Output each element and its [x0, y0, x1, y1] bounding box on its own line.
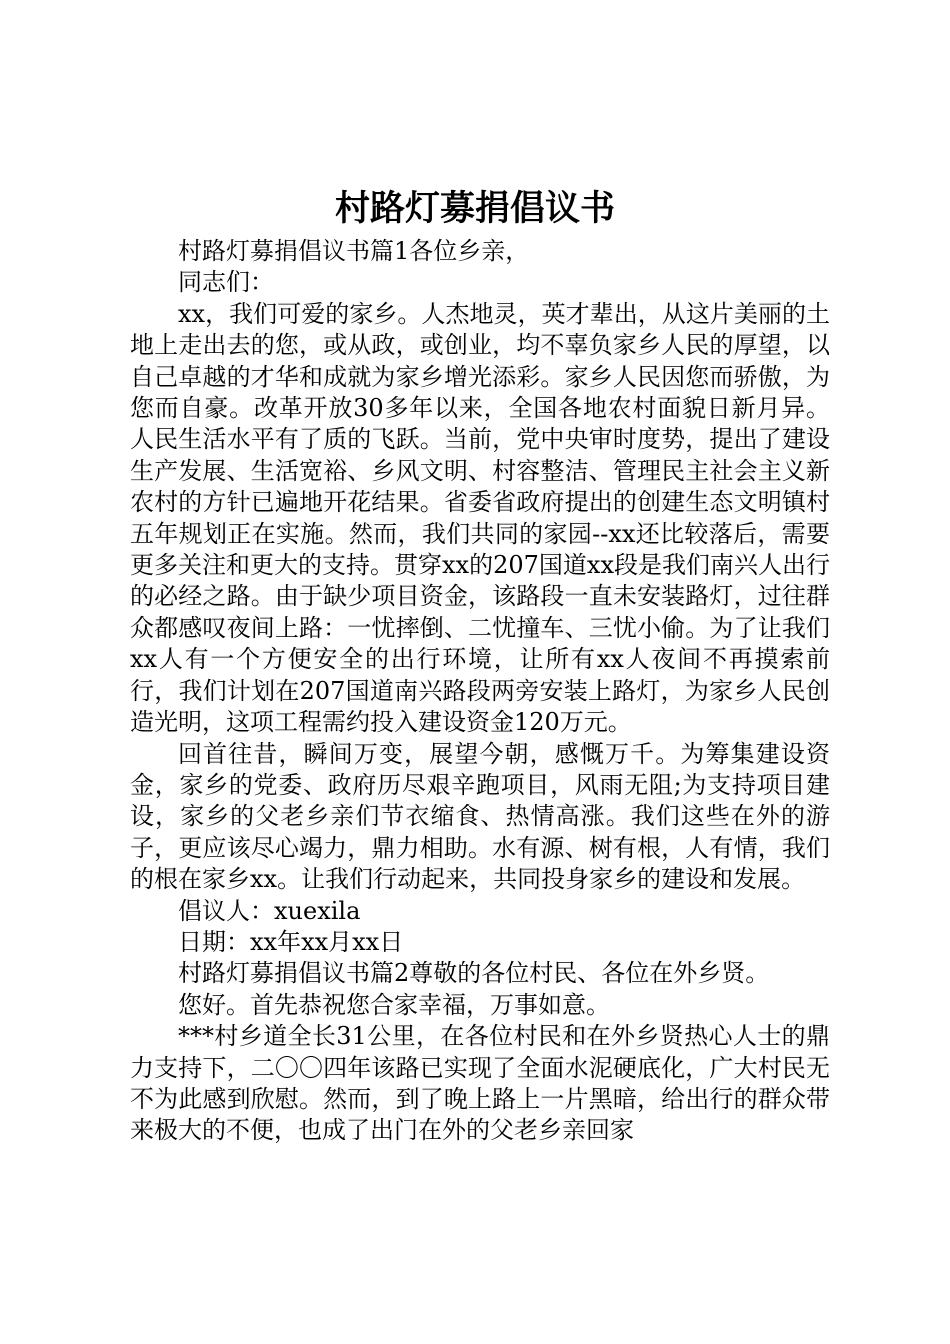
paragraph-body-1: xx，我们可爱的家乡。人杰地灵，英才辈出，从这片美丽的土地上走出去的您，或从政，或创业，均不辜负家乡人民的厚望，以自己卓越的才华和成就为家乡增光添彩。家乡人民因您而骄傲，为您而自豪。改革开放30多年以来，全国各地农村面貌日新月异。人民生活水平有了质的飞跃。当前，党中央审时度势，提出了建设生产发展、生活宽裕、乡风文明、村容整洁、管理民主社会主义新农村的方针已遍地开花结果。省委省政府提出的创建生态文明镇村五年规划正在实施。然而，我们共同的家园--xx还比较落后，需要更多关注和更大的支持。贯穿xx的207国道xx段是我们南兴人出行的必经之路。由于缺少项目资金，该路段一直未安装路灯，过往群众都感叹夜间上路：一忧摔倒、二忧撞车、三忧小偷。为了让我们xx人有一个方便安全的出行环境，让所有xx人夜间不再摸索前行，我们计划在207国道南兴路段两旁安装上路灯，为家乡人民创造光明，这项工程需约投入建设资金120万元。 [130, 299, 830, 737]
paragraph-salutation: 同志们： [178, 268, 274, 297]
paragraph-wishes: 您好。首先恭祝您合家幸福，万事如意。 [178, 990, 610, 1019]
paragraph-body-3: ***村乡道全长31公里，在各位村民和在外乡贤热心人士的鼎力支持下，二〇〇四年该路已实现了全面水泥硬底化，广大村民无不为此感到欣慰。然而，到了晚上路上一片黑暗，给出行的群众带来极大的不便，也成了出门在外的父老乡亲回家 [130, 1022, 830, 1145]
document-body [130, 236, 830, 1147]
paragraph-date: 日期：xx年xx月xx日 [178, 927, 404, 956]
document-title: 村路灯募捐倡议书 [334, 188, 615, 229]
paragraph-signer: 倡议人：xuexila [178, 896, 361, 925]
paragraph-greeting-2: 村路灯募捐倡议书篇2尊敬的各位村民、各位在外乡贤。 [178, 959, 770, 988]
paragraph-greeting: 村路灯募捐倡议书篇1各位乡亲， [178, 237, 530, 265]
paragraph-body-2: 回首往昔，瞬间万变，展望今朝，感慨万千。为筹集建设资金，家乡的党委、政府历尽艰辛跑项目，风雨无阻;为支持项目建设，家乡的父老乡亲们节衣缩食、热情高涨。我们这些在外的游子，更应该尽心竭力，鼎力相助。水有源、树有根，人有情，我们的根在家乡xx。让我们行动起来，共同投身家乡的建设和发展。 [130, 739, 830, 894]
